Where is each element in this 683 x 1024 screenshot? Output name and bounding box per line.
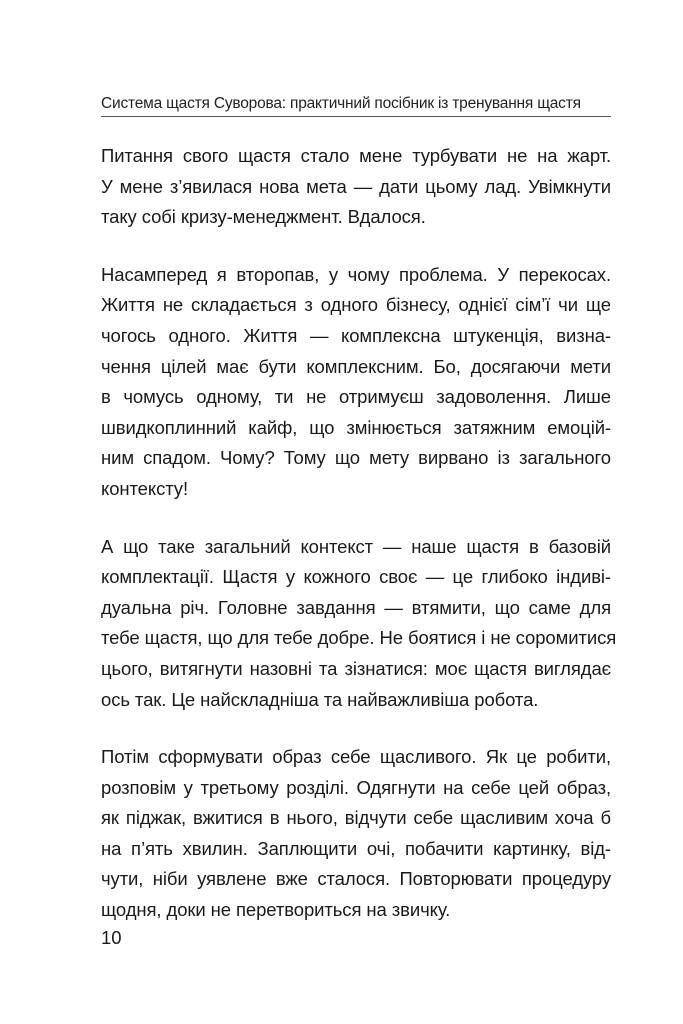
text-line: контексту!	[101, 477, 188, 499]
text-line: Життя не складається з одного бізнесу, однієї сім’ї чи ще	[101, 294, 611, 316]
paragraph-2	[101, 260, 611, 505]
text-line: А що таке загальний контекст — наше щастя в базовій	[101, 535, 611, 557]
paragraph-3	[101, 532, 617, 716]
body-text	[101, 141, 617, 953]
text-line: щодня, доки не перетвориться на звичку.	[101, 899, 451, 921]
paragraph-4	[101, 742, 611, 926]
header-divider	[101, 116, 611, 117]
text-line: таку собі кризу-менеджмент. Вдалося.	[101, 206, 426, 228]
text-line: в чомусь одному, ти не отримуєш задоволення. Лише	[101, 386, 611, 408]
text-line: Насамперед я второпав, у чому проблема. У перекосах.	[101, 263, 611, 285]
text-line: Питання свого щастя стало мене турбувати не на жарт.	[101, 145, 611, 166]
text-line: дуальна річ. Головне завдання — втямити, що саме для	[101, 596, 611, 618]
text-line: чення цілей має бути комплексним. Бо, досягаючи мети	[101, 355, 611, 377]
page-number: 10	[101, 927, 122, 948]
paragraph-1	[101, 141, 611, 233]
text-line: тебе щастя, що для тебе добре. Не боятися і не соромитися	[101, 627, 617, 649]
text-line: ось так. Це найскладніша та найважливіша робота.	[101, 688, 539, 710]
text-line: чогось одного. Життя — комплексна штукенція, визна-	[101, 324, 611, 346]
text-line: чути, ніби уявлене вже сталося. Повторювати процедуру	[101, 868, 611, 890]
text-line: цього, витягнути назовні та зізнатися: моє щастя виглядає	[101, 657, 611, 679]
text-line: комплектації. Щастя у кожного своє — це глибоко індиві-	[101, 566, 611, 588]
text-line: ним спадом. Чому? Тому що мету вирвано із загального	[101, 447, 611, 469]
text-line: як піджак, вжитися в нього, відчути себе щасливим хоча б	[101, 807, 611, 829]
text-line: на п’ять хвилин. Заплющити очі, побачити картинку, від-	[101, 837, 611, 859]
running-header: Система щастя Суворова: практичний посібник із тренування щастя	[101, 95, 581, 112]
text-line: розповім у третьому розділі. Одягнути на себе цей образ,	[101, 776, 611, 798]
text-line: Потім сформувати образ себе щасливого. Як це робити,	[101, 746, 611, 768]
text-line: У мене з’явилася нова мета — дати цьому лад. Увімкнути	[101, 175, 611, 197]
text-line: швидкоплинний кайф, що змінюється затяжним емоцій-	[101, 416, 611, 438]
